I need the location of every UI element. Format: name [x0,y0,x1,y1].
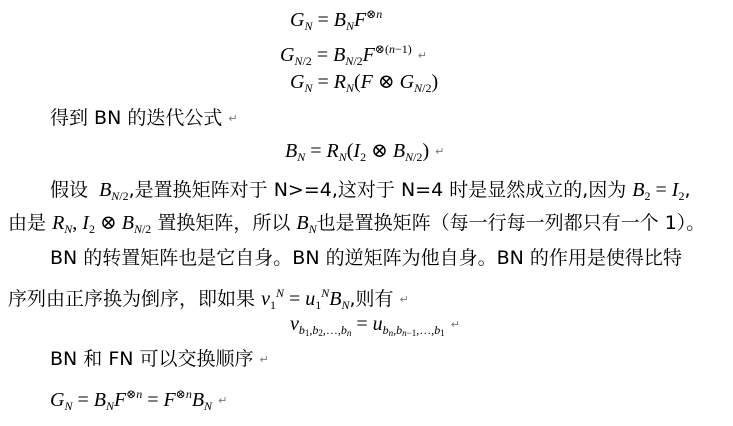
paragraph-text: 置换矩阵，所以 [157,212,291,234]
paragraph-mark-icon: ↵ [435,145,445,158]
formula-b2-i2: $B_2 = I_2$ [632,179,685,203]
equation-gn2-bn2: $G_{N/2} = B_{N/2}F^{\otimes(n-1)}$ ↵ [280,42,427,68]
paragraph-transpose-line1 [50,246,682,270]
paragraph-mark-icon: ↵ [228,112,238,125]
paragraph-mark-icon: ↵ [417,49,427,62]
paragraph-text: 假设 [50,179,89,201]
formula-bn: $B_N$ [296,212,317,236]
paragraph-mark-icon: ↵ [450,318,460,331]
paragraph-text: BN 的转置矩阵也是它自身。BN 的逆矩阵为他自身。BN 的作用是使得比特 [50,247,682,269]
equation-gn-bn-fn: $G_N = B_NF^{\otimes n}$ [290,7,383,33]
equation-gn-rn: $G_N = R_N(F$ ⊗ $G_{N/2}$) [290,71,439,95]
paragraph-text: 得到 BN 的迭代公式 [50,107,223,129]
paragraph-mark-icon: ↵ [399,293,409,306]
paragraph-iteration-formula [50,106,238,131]
paragraph-text: ,则有 [349,288,394,310]
paragraph-text: 序列由正序换为倒序，即如果 [8,288,256,310]
paragraph-mark-icon: ↵ [259,353,269,366]
paragraph-mark-icon: ↵ [218,394,228,407]
paragraph-text: ,是置换矩阵对于 N>=4,这对于 N=4 时是显然成立的,因为 [128,179,627,201]
formula-rn-i2-bn2: $R_N$, $I_2$ ⊗ $B_{N/2}$ [52,212,152,236]
paragraph-text: 也是置换矩阵（每一行每一列都只有一个 1）。 [316,212,706,234]
paragraph-assumption-line1: 假设 $B_{N/2}$,是置换矩阵对于 N>=4,这对于 N=4 时是显然成立的,因为 $B_2 = I_2$, [50,179,691,203]
equation-bn-recursive: $B_N = R_N(I_2$ ⊗ $B_{N/2}$) ↵ [285,140,445,164]
equation-gn-commute: $G_N = B_NF^{\otimes n} = F^{\otimes n}B_N$ ↵ [50,387,228,413]
paragraph-text: 由是 [8,212,47,234]
equation-v-u-reversed: $v_{b_1,b_2,\dots,b_n}$ = $u_{b_n,b_{n-1},\dots,b_1}↵$ [290,313,460,338]
paragraph-text: BN 和 FN 可以交换顺序 [50,348,254,370]
formula-v1n-u1n-bn: $v_1^N = u_1^NB_N$ [261,286,350,312]
paragraph-commute [50,347,269,372]
paragraph-assumption-line2 [8,211,705,241]
formula-bn2: $B_{N/2}$ [99,179,129,203]
